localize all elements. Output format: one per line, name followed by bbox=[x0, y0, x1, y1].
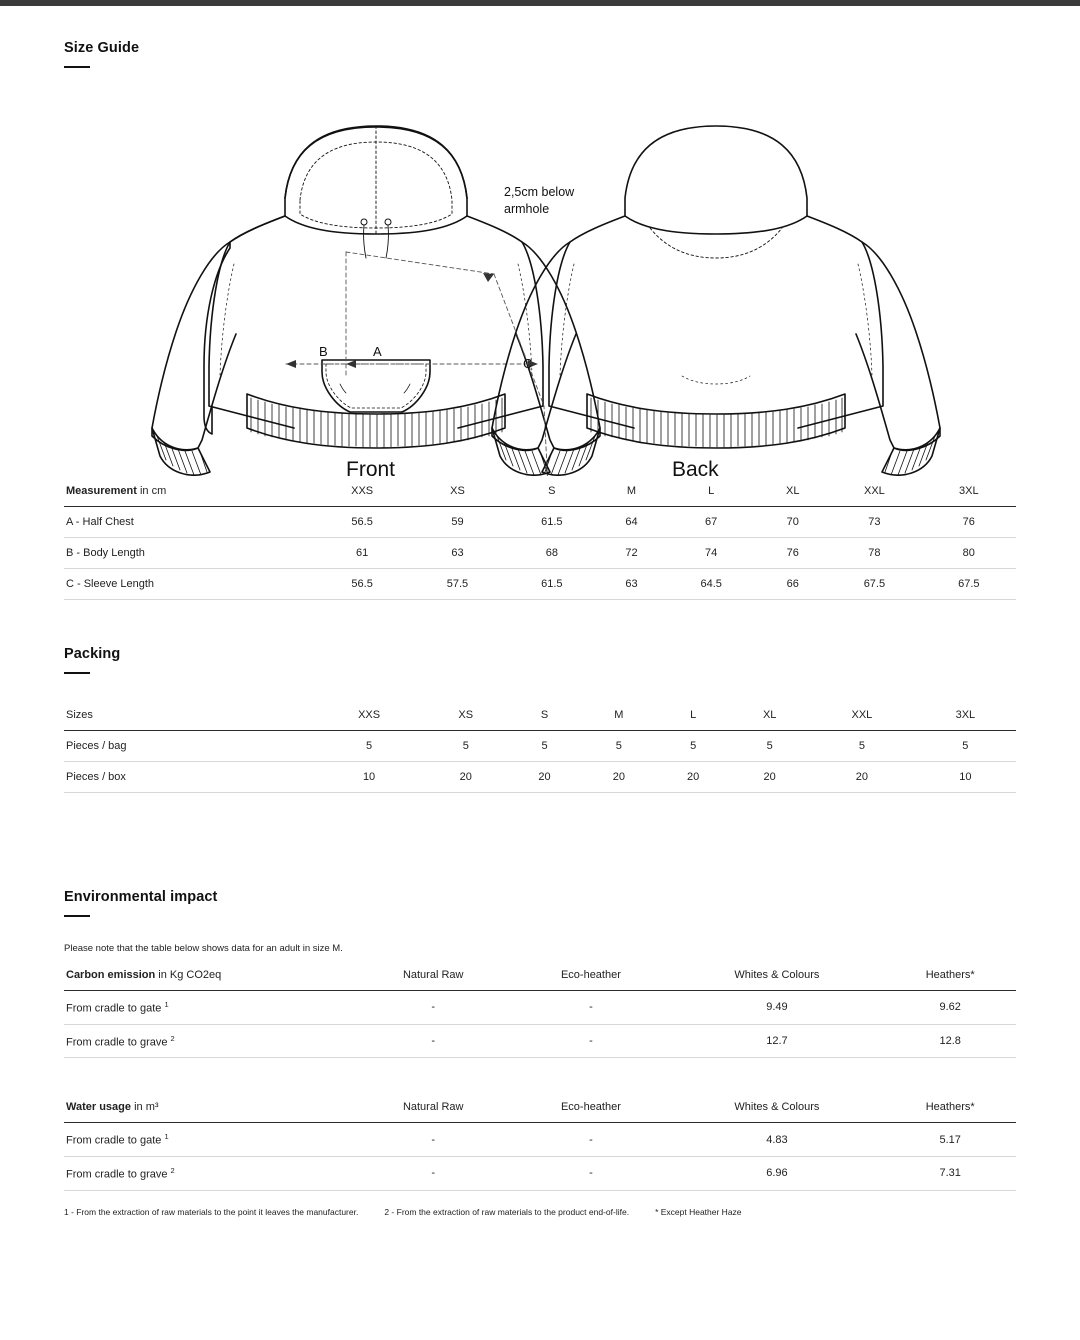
cell: 56.5 bbox=[314, 569, 410, 600]
cell: 9.62 bbox=[884, 991, 1016, 1025]
col-3xl: 3XL bbox=[915, 700, 1016, 731]
row-label-text: From cradle to gate bbox=[66, 1002, 162, 1015]
carbon-header-unit: in Kg CO2eq bbox=[155, 969, 222, 981]
cell: 80 bbox=[922, 538, 1016, 569]
cell: - bbox=[354, 1156, 512, 1190]
cell: 63 bbox=[599, 569, 664, 600]
row-label: Pieces / box bbox=[64, 762, 314, 793]
cell: 20 bbox=[507, 762, 581, 793]
water-header bbox=[64, 1092, 354, 1123]
measurement-header bbox=[64, 476, 314, 507]
environmental-note: Please note that the table below shows data for an adult in size M. bbox=[64, 943, 343, 954]
col-natural-raw: Natural Raw bbox=[354, 960, 512, 991]
armhole-annotation-line1: 2,5cm below bbox=[504, 185, 575, 199]
cell: - bbox=[512, 991, 669, 1025]
cell: 5 bbox=[582, 731, 656, 762]
col-m: M bbox=[599, 476, 664, 507]
cell: 57.5 bbox=[410, 569, 504, 600]
col-xxl: XXL bbox=[827, 476, 921, 507]
row-footnote-ref: 1 bbox=[164, 1132, 169, 1142]
cell: 61 bbox=[314, 538, 410, 569]
cell: 64 bbox=[599, 507, 664, 538]
cell: 10 bbox=[314, 762, 424, 793]
cell: 66 bbox=[758, 569, 827, 600]
col-xxs: XXS bbox=[314, 476, 410, 507]
cell: - bbox=[354, 991, 512, 1025]
carbon-header bbox=[64, 960, 354, 991]
row-label-text: From cradle to grave bbox=[66, 1036, 168, 1049]
water-header-unit: in m³ bbox=[131, 1101, 159, 1114]
cell: 64.5 bbox=[664, 569, 758, 600]
cell: 5 bbox=[730, 731, 809, 762]
cell: 7.31 bbox=[884, 1156, 1016, 1190]
cell: 5.17 bbox=[884, 1123, 1016, 1157]
table-row bbox=[64, 507, 1016, 538]
table-row bbox=[64, 1123, 1016, 1157]
row-footnote-ref: 2 bbox=[170, 1165, 175, 1175]
cell: 70 bbox=[758, 507, 827, 538]
col-whites-colours: Whites & Colours bbox=[669, 960, 884, 991]
cell: 74 bbox=[664, 538, 758, 569]
row-label-text: From cradle to grave bbox=[66, 1168, 168, 1181]
hoodie-technical-drawing bbox=[64, 76, 1016, 476]
col-l: L bbox=[664, 476, 758, 507]
cell: 20 bbox=[656, 762, 730, 793]
back-view-label: Back bbox=[672, 458, 719, 481]
footnote-asterisk: * Except Heather Haze bbox=[655, 1206, 742, 1217]
col-eco-heather: Eco-heather bbox=[512, 960, 669, 991]
cell: - bbox=[512, 1156, 669, 1190]
cell: 5 bbox=[314, 731, 424, 762]
col-xxl: XXL bbox=[809, 700, 915, 731]
cell: 9.49 bbox=[669, 991, 884, 1025]
footnotes bbox=[64, 1207, 1016, 1217]
table-header-row bbox=[64, 476, 1016, 507]
row-label: C - Sleeve Length bbox=[64, 569, 314, 600]
row-label bbox=[64, 1156, 354, 1190]
cell: 12.8 bbox=[884, 1024, 1016, 1058]
table-header-row bbox=[64, 1092, 1016, 1123]
col-xl: XL bbox=[758, 476, 827, 507]
cell: 67.5 bbox=[922, 569, 1016, 600]
col-s: S bbox=[507, 700, 581, 731]
cell: 5 bbox=[915, 731, 1016, 762]
cell: - bbox=[354, 1024, 512, 1058]
table-header-row bbox=[64, 960, 1016, 991]
cell: 68 bbox=[505, 538, 599, 569]
label-c: C bbox=[523, 356, 533, 371]
title-underline bbox=[64, 66, 90, 68]
garment-illustration bbox=[64, 76, 1016, 481]
footnote-1: 1 - From the extraction of raw materials to the point it leaves the manufacturer. bbox=[64, 1206, 359, 1217]
armhole-annotation-line2: armhole bbox=[504, 201, 550, 216]
cell: 56.5 bbox=[314, 507, 410, 538]
cell: 61.5 bbox=[505, 569, 599, 600]
packing-table bbox=[64, 700, 1016, 793]
table-row bbox=[64, 569, 1016, 600]
cell: 59 bbox=[410, 507, 504, 538]
measurement-header-bold: Measurement bbox=[66, 485, 137, 497]
cell: 5 bbox=[424, 731, 507, 762]
cell: 73 bbox=[827, 507, 921, 538]
cell: 5 bbox=[656, 731, 730, 762]
label-b: B bbox=[319, 344, 328, 359]
cell: 5 bbox=[507, 731, 581, 762]
row-label bbox=[64, 1123, 354, 1157]
row-label-text: From cradle to gate bbox=[66, 1134, 162, 1147]
water-header-bold: Water usage bbox=[66, 1101, 132, 1114]
environmental-title: Environmental impact bbox=[64, 889, 218, 905]
cell: 67 bbox=[664, 507, 758, 538]
cell: 78 bbox=[827, 538, 921, 569]
col-xs: XS bbox=[424, 700, 507, 731]
cell: 10 bbox=[915, 762, 1016, 793]
table-row bbox=[64, 1024, 1016, 1058]
cell: 20 bbox=[424, 762, 507, 793]
row-label: B - Body Length bbox=[64, 538, 314, 569]
cell: 67.5 bbox=[827, 569, 921, 600]
cell: 63 bbox=[410, 538, 504, 569]
page-title: Size Guide bbox=[64, 40, 140, 56]
cell: 76 bbox=[758, 538, 827, 569]
water-usage-table bbox=[64, 1092, 1016, 1190]
col-whites-colours: Whites & Colours bbox=[669, 1092, 884, 1123]
col-m: M bbox=[582, 700, 656, 731]
carbon-emission-table bbox=[64, 960, 1016, 1058]
cell: - bbox=[512, 1123, 669, 1157]
measurement-table bbox=[64, 476, 1016, 600]
cell: 76 bbox=[922, 507, 1016, 538]
front-view-label: Front bbox=[346, 458, 396, 481]
col-xs: XS bbox=[410, 476, 504, 507]
footnote-2: 2 - From the extraction of raw materials to the product end-of-life. bbox=[384, 1206, 630, 1217]
cell: 72 bbox=[599, 538, 664, 569]
col-natural-raw: Natural Raw bbox=[354, 1092, 512, 1123]
label-a: A bbox=[373, 344, 382, 359]
cell: - bbox=[354, 1123, 512, 1157]
col-xxs: XXS bbox=[314, 700, 424, 731]
cell: 61.5 bbox=[505, 507, 599, 538]
row-label: A - Half Chest bbox=[64, 507, 314, 538]
sizes-header: Sizes bbox=[64, 700, 314, 731]
measurement-header-unit: in cm bbox=[136, 485, 167, 497]
row-label: Pieces / bag bbox=[64, 731, 314, 762]
col-3xl: 3XL bbox=[922, 476, 1016, 507]
cell: 5 bbox=[809, 731, 915, 762]
col-s: S bbox=[505, 476, 599, 507]
table-row bbox=[64, 762, 1016, 793]
armhole-annotation bbox=[504, 184, 574, 218]
table-row bbox=[64, 538, 1016, 569]
col-heathers: Heathers* bbox=[884, 960, 1016, 991]
table-header-row bbox=[64, 700, 1016, 731]
row-footnote-ref: 1 bbox=[164, 1000, 169, 1009]
carbon-header-bold: Carbon emission bbox=[66, 969, 156, 981]
col-heathers: Heathers* bbox=[884, 1092, 1016, 1123]
cell: 6.96 bbox=[669, 1156, 884, 1190]
packing-title: Packing bbox=[64, 646, 121, 662]
col-l: L bbox=[656, 700, 730, 731]
table-row bbox=[64, 991, 1016, 1025]
cell: 20 bbox=[582, 762, 656, 793]
cell: 12.7 bbox=[669, 1024, 884, 1058]
cell: 4.83 bbox=[669, 1123, 884, 1157]
cell: 20 bbox=[809, 762, 915, 793]
cell: - bbox=[512, 1024, 669, 1058]
cell: 20 bbox=[730, 762, 809, 793]
row-footnote-ref: 2 bbox=[170, 1033, 175, 1043]
row-label bbox=[64, 1024, 354, 1058]
table-row bbox=[64, 731, 1016, 762]
col-xl: XL bbox=[730, 700, 809, 731]
col-eco-heather: Eco-heather bbox=[512, 1092, 669, 1123]
row-label bbox=[64, 991, 354, 1025]
table-row bbox=[64, 1156, 1016, 1190]
